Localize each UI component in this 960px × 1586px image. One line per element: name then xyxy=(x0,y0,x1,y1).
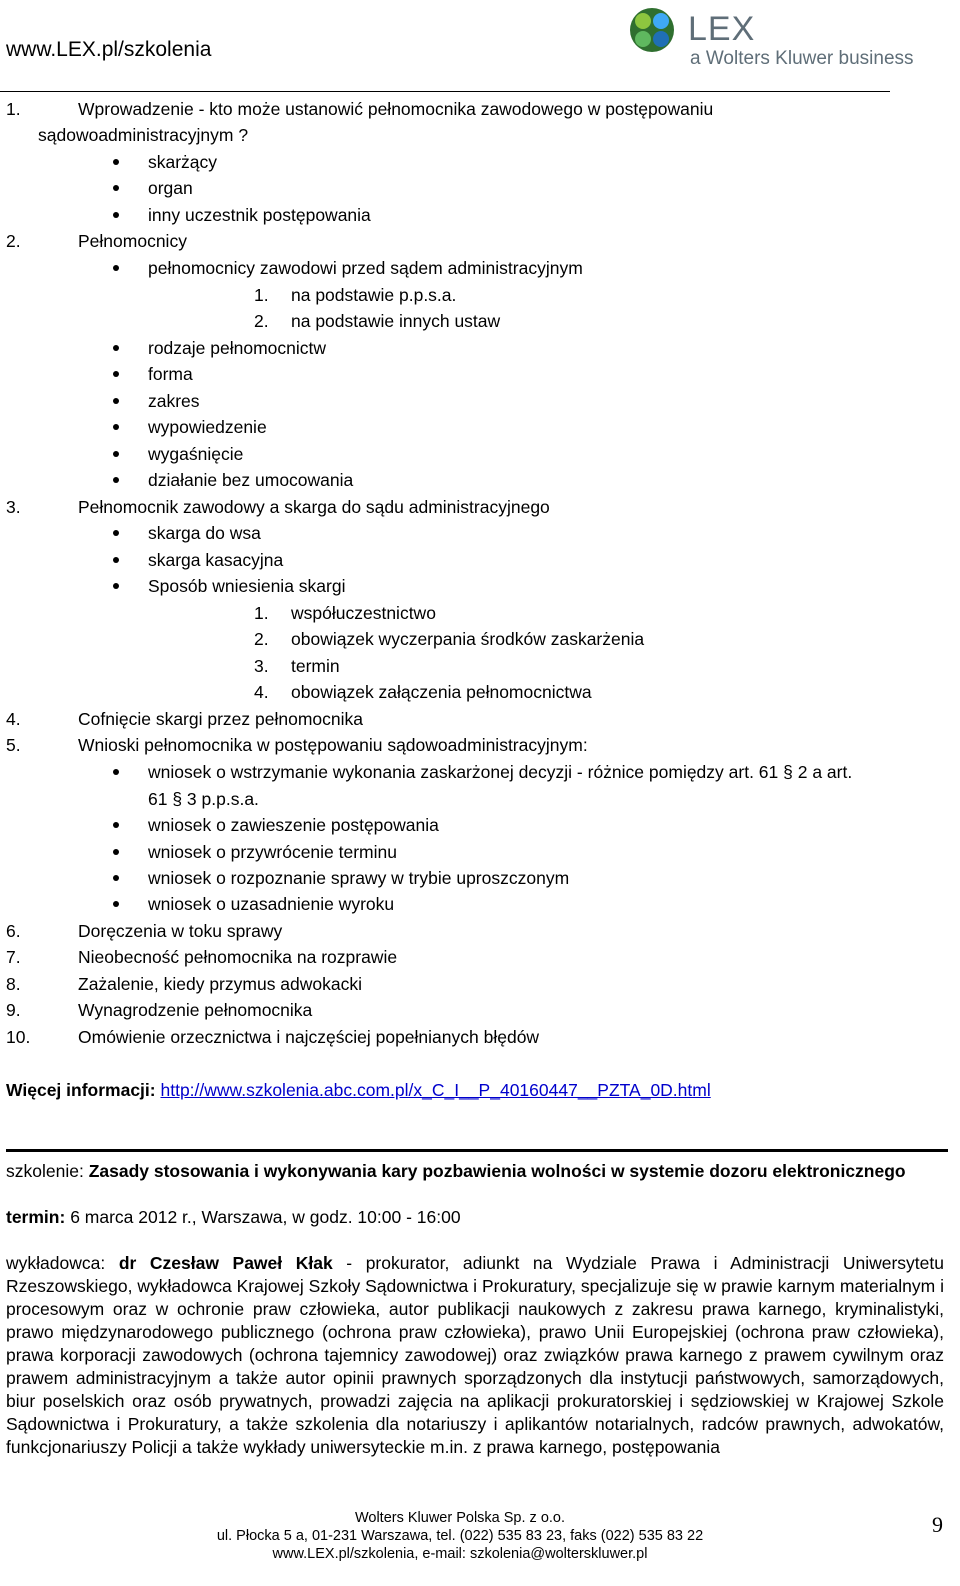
item-text: forma xyxy=(148,364,193,384)
term-label: termin: xyxy=(6,1207,66,1227)
item-number: 2. xyxy=(254,311,269,331)
training-title: Zasady stosowania i wykonywania kary pozbawienia wolności w systemie dozoru elektronicznego xyxy=(88,1161,906,1181)
item-text: Pełnomocnicy xyxy=(78,231,187,251)
footer-company: Wolters Kluwer Polska Sp. z o.o. xyxy=(354,1510,566,1526)
training-term-block xyxy=(6,1206,944,1229)
item-text: Sposób wniesienia skargi xyxy=(148,576,346,596)
item-text: obowiązek wyczerpania środków zaskarżenia xyxy=(291,629,645,649)
item-text: wniosek o przywrócenie terminu xyxy=(148,842,397,862)
item-text: Doręczenia w toku sprawy xyxy=(78,921,283,941)
item-text: wniosek o rozpoznanie sprawy w trybie uproszczonym xyxy=(148,868,570,888)
item-number: 4. xyxy=(254,682,269,702)
item-text: obowiązek załączenia pełnomocnictwa xyxy=(291,682,592,702)
item-text: skarga kasacyjna xyxy=(148,550,284,570)
header-divider xyxy=(0,91,890,92)
item-number: 6. xyxy=(6,921,21,941)
item-text: wygaśnięcie xyxy=(148,444,244,464)
logo-text: LEX xyxy=(688,10,756,48)
bullet-icon xyxy=(113,901,119,907)
more-info xyxy=(6,1080,711,1101)
item-number: 2. xyxy=(6,231,21,251)
item-text: 61 § 3 p.p.s.a. xyxy=(148,789,259,809)
item-text: rodzaje pełnomocnictw xyxy=(148,338,327,358)
item-text: wniosek o wstrzymanie wykonania zaskarżonej decyzji - różnice pomiędzy art. 61 § 2 a art. xyxy=(148,762,853,782)
wolters-kluwer-logo-icon xyxy=(628,6,676,54)
item-number: 9. xyxy=(6,1000,21,1020)
bullet-icon xyxy=(113,875,119,881)
item-text: Omówienie orzecznictwa i najczęściej popełnianych błędów xyxy=(78,1027,540,1047)
item-number: 7. xyxy=(6,947,21,967)
item-number: 8. xyxy=(6,974,21,994)
footer-address: ul. Płocka 5 a, 01-231 Warszawa, tel. (022) 535 83 23, faks (022) 535 83 22 xyxy=(216,1528,704,1544)
item-text: działanie bez umocowania xyxy=(148,470,354,490)
lex-logo xyxy=(628,4,914,74)
item-number: 3. xyxy=(254,656,269,676)
item-text: sądowoadministracyjnym ? xyxy=(38,125,249,145)
bullet-icon xyxy=(113,769,119,775)
bullet-icon xyxy=(113,530,119,536)
lecturer-bio: - prokurator, adiunkt na Wydziale Prawa i Administracji Uniwersytetu Rzeszowskiego, wykładowca Krajowej Szkoły Sądownictwa i Prokuratury, specjalizuje się w prawie karnym materialnym i procesowym oraz w ochronie praw człowieka, autor publikacji naukowych z zakresu prawa karnego, kryminalistyki, prawo międzynarodowego publicznego (ochrona praw człowieka), prawo Unii Europejskiej (ochrona praw człowieka), prawa korporacji zawodowych (ochrona tajemnicy zawodowej) oraz związków prawa karnego z prawem cywilnym oraz prawem administracyjnym a także autor opinii prawnych sporządzonych dla instytucji państwowych, samorządowych, biur poselskich oraz osób prywatnych, prowadzi zajęcia na aplikacji prokuratorskiej i sędziowskiej w Krajowej Szkole Sądownictwa i Prokuratury, a także szkolenia dla notariuszy i aplikantów notarialnych, radców prawnych, adwokatów, funkcjonariuszy Policji a także wykłady uniwersyteckie m.in. z prawa karnego, postępowania xyxy=(6,1253,944,1457)
bullet-icon xyxy=(113,849,119,855)
item-text: wniosek o zawieszenie postępowania xyxy=(148,815,439,835)
item-number: 1. xyxy=(6,99,21,119)
logo-subtitle: a Wolters Kluwer business xyxy=(690,48,914,69)
item-number: 1. xyxy=(254,285,269,305)
section-divider xyxy=(6,1149,948,1152)
footer-contact[interactable]: www.LEX.pl/szkolenia, e-mail: szkolenia@wolterskluwer.pl xyxy=(272,1546,648,1562)
item-number: 4. xyxy=(6,709,21,729)
item-text: pełnomocnicy zawodowi przed sądem administracyjnym xyxy=(148,258,583,278)
item-text: wniosek o uzasadnienie wyroku xyxy=(148,894,395,914)
item-text: Wynagrodzenie pełnomocnika xyxy=(78,1000,313,1020)
item-text: Wnioski pełnomocnika w postępowaniu sądowoadministracyjnym: xyxy=(78,735,588,755)
bullet-icon xyxy=(113,159,119,165)
term-value: 6 marca 2012 r., Warszawa, w godz. 10:00 - 16:00 xyxy=(70,1207,461,1227)
item-number: 3. xyxy=(6,497,21,517)
item-text: Cofnięcie skargi przez pełnomocnika xyxy=(78,709,363,729)
item-text: organ xyxy=(148,178,193,198)
bullet-icon xyxy=(113,212,119,218)
item-text: na podstawie innych ustaw xyxy=(291,311,501,331)
training-title-block xyxy=(6,1160,944,1183)
bullet-icon xyxy=(113,822,119,828)
item-number: 2. xyxy=(254,629,269,649)
more-info-label: Więcej informacji: xyxy=(6,1080,156,1100)
item-text: wypowiedzenie xyxy=(148,417,267,437)
bullet-icon xyxy=(113,557,119,563)
bullet-icon xyxy=(113,451,119,457)
footer xyxy=(180,1509,740,1563)
bullet-icon xyxy=(113,583,119,589)
training-label: szkolenie: xyxy=(6,1161,84,1181)
page-number: 9 xyxy=(932,1512,943,1537)
item-text: Pełnomocnik zawodowy a skarga do sądu administracyjnego xyxy=(78,497,550,517)
item-text: skarga do wsa xyxy=(148,523,261,543)
item-number: 1. xyxy=(254,603,269,623)
item-text: inny uczestnik postępowania xyxy=(148,205,371,225)
bullet-icon xyxy=(113,345,119,351)
bullet-icon xyxy=(113,398,119,404)
item-text: współuczestnictwo xyxy=(291,603,436,623)
bullet-icon xyxy=(113,265,119,271)
bullet-icon xyxy=(113,424,119,430)
item-text: Zażalenie, kiedy przymus adwokacki xyxy=(78,974,363,994)
item-text: Nieobecność pełnomocnika na rozprawie xyxy=(78,947,398,967)
more-info-link[interactable]: http://www.szkolenia.abc.com.pl/x_C_I__P_40160447__PZTA_0D.html xyxy=(160,1080,711,1100)
bullet-icon xyxy=(113,477,119,483)
lecturer-name: dr Czesław Paweł Kłak xyxy=(118,1253,333,1273)
item-number: 10. xyxy=(6,1027,31,1047)
bullet-icon xyxy=(113,371,119,377)
item-text: skarżący xyxy=(148,152,218,172)
lecturer-label: wykładowca: xyxy=(6,1253,106,1273)
bullet-icon xyxy=(113,185,119,191)
lecturer-block xyxy=(6,1252,944,1459)
item-text: na podstawie p.p.s.a. xyxy=(291,285,457,305)
item-text: zakres xyxy=(148,391,200,411)
item-number: 5. xyxy=(6,735,21,755)
item-text: termin xyxy=(291,656,340,676)
header-url[interactable]: www.LEX.pl/szkolenia xyxy=(6,38,212,61)
item-text: Wprowadzenie - kto może ustanowić pełnomocnika zawodowego w postępowaniu xyxy=(78,99,714,119)
